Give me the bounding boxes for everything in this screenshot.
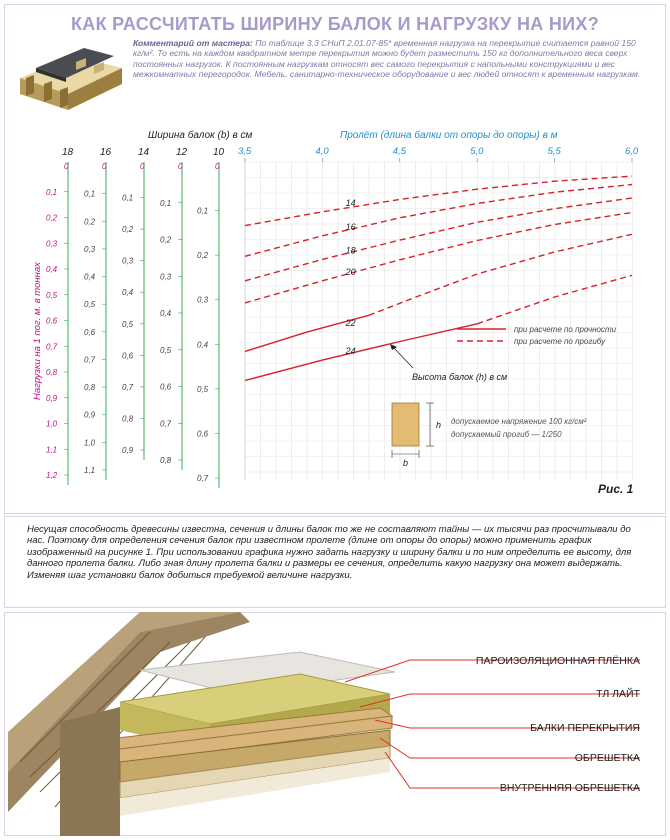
width-scale-tick: 0,9 xyxy=(122,446,134,455)
page-title: КАК РАССЧИТАТЬ ШИРИНУ БАЛОК И НАГРУЗКУ НА НИХ? xyxy=(71,14,599,34)
width-scale-tick: 0,7 xyxy=(84,355,96,365)
width-column-header: 12 xyxy=(176,147,188,158)
x-tick-label: 6,0 xyxy=(625,146,639,157)
curve-label: 14 xyxy=(345,197,356,208)
width-column-header: 14 xyxy=(138,147,150,158)
width-scale-tick: 0,1 xyxy=(46,187,58,197)
width-scale-tick: 0,8 xyxy=(84,383,96,393)
layer-label-insulation: ТЛ ЛАЙТ xyxy=(596,688,640,700)
width-column-header: 16 xyxy=(100,147,112,158)
beam-section-icon xyxy=(392,403,419,446)
width-scale-tick: 0,5 xyxy=(46,290,58,300)
width-scale-tick: 0 xyxy=(102,162,107,171)
height-curves xyxy=(245,176,632,380)
layer-label-inner-battens: ВНУТРЕННЯЯ ОБРЕШЕТКА xyxy=(499,782,640,794)
annotation-arrow-line xyxy=(393,347,413,368)
width-scale-tick: 0,7 xyxy=(160,419,172,429)
width-scale-tick: 0,3 xyxy=(46,239,58,249)
curve-label: 18 xyxy=(345,245,356,256)
curve-label: 24 xyxy=(345,346,356,357)
legend-strength-label: при расчете по прочности xyxy=(514,325,617,334)
x-tick-label: 5,5 xyxy=(547,146,561,157)
width-column-header: 10 xyxy=(213,147,225,158)
body-paragraph: Несущая способность древесины известна, сечения и длины балок то же не составляют тайны — их тысячи раз просчитывали до нас. Поэтому для определения сечения балок при известном пролете (длине от опоры до опоры) можно применить график изображенный на рисунке 1. При использовании графика нужно задать нагрузку и ширину балки и по ним определить ее высоту, для данного пролета балки. Либо зная длину пролета балки и размеры ее сечения, определить какую нагрузку она может выдержать. Изменяя шаг установки балок добиться требуемой величине нагрузки. xyxy=(27,524,632,581)
width-scale-tick: 0,6 xyxy=(122,351,134,361)
x-tick-label: 4,0 xyxy=(315,146,329,157)
width-scale-tick: 0,2 xyxy=(160,235,172,245)
width-scale-tick: 1,0 xyxy=(84,438,96,448)
width-scale-tick: 0,1 xyxy=(84,189,96,199)
curve-label: 16 xyxy=(345,221,356,232)
width-scale-tick: 0,5 xyxy=(197,384,209,394)
height-curve-22-deflection xyxy=(369,234,632,315)
width-scale-tick: 0,1 xyxy=(160,198,172,208)
width-scale-tick: 0,6 xyxy=(160,382,172,392)
width-scale-tick: 0,4 xyxy=(197,340,209,350)
width-scale-tick: 0,9 xyxy=(84,410,96,420)
height-curve-20-deflection xyxy=(245,213,632,303)
load-axis-label: Нагрузки на 1 пог. м. в тоннах xyxy=(32,262,43,400)
width-scale-tick: 0,3 xyxy=(122,256,134,266)
width-scale-tick: 0,8 xyxy=(122,414,134,424)
width-scale-tick: 0 xyxy=(140,162,145,171)
width-scale-tick: 0,4 xyxy=(46,265,58,274)
width-axis-label: Ширина балок (b) в см xyxy=(148,130,253,141)
width-scale-tick: 0 xyxy=(64,162,69,171)
width-scale-tick: 0,5 xyxy=(160,345,172,355)
span-axis-label: Пролёт (длина балки от опоры до опоры) в м xyxy=(340,130,558,141)
wall-block xyxy=(60,707,120,836)
width-scale-tick: 1,1 xyxy=(46,445,58,455)
h-label: h xyxy=(436,420,442,430)
width-scale-tick: 0,2 xyxy=(46,213,58,223)
x-ticks xyxy=(238,146,639,162)
x-tick-label: 5,0 xyxy=(470,146,484,157)
width-scale-tick: 0,5 xyxy=(122,319,134,329)
layer-label-vapor-film: ПАРОИЗОЛЯЦИОННАЯ ПЛЁНКА xyxy=(475,655,640,667)
width-scale-tick: 0,4 xyxy=(160,309,172,318)
layer-label-battens: ОБРЕШЕТКА xyxy=(574,752,640,764)
width-scale-tick: 0,9 xyxy=(46,393,58,403)
x-tick-label: 3,5 xyxy=(238,146,252,157)
width-scales xyxy=(46,147,225,488)
chart-grid xyxy=(245,162,633,480)
deflection-note: допускаемый прогиб — 1/250 xyxy=(451,430,562,439)
curve-label: 20 xyxy=(345,266,356,277)
width-scale-tick: 0,5 xyxy=(84,300,96,310)
curve-annotation: Высота балок (h) в см xyxy=(412,372,508,382)
height-curve-24-deflection xyxy=(477,275,632,324)
width-scale-tick: 1,2 xyxy=(46,471,58,480)
width-scale-tick: 0,4 xyxy=(122,288,134,298)
comment-lead: Комментарий от мастера: xyxy=(133,38,253,48)
width-scale-tick: 1,0 xyxy=(46,419,58,429)
width-scale-tick: 0,2 xyxy=(122,225,134,235)
width-scale-tick: 0 xyxy=(215,162,220,171)
width-scale-tick: 0,3 xyxy=(160,272,172,282)
width-scale-tick: 0,4 xyxy=(84,272,96,282)
annotation-arrow-head xyxy=(390,344,397,350)
width-scale-tick: 0,7 xyxy=(197,474,209,483)
height-curve-14-deflection xyxy=(245,176,632,226)
width-scale-tick: 0,7 xyxy=(46,342,58,352)
width-column-header: 18 xyxy=(62,147,74,158)
width-scale-tick: 0,1 xyxy=(122,193,134,203)
curve-label: 22 xyxy=(345,318,356,329)
width-scale-tick: 0,1 xyxy=(197,206,209,216)
width-scale-tick: 0,6 xyxy=(197,429,209,439)
figure-label: Рис. 1 xyxy=(598,482,634,496)
width-scale-tick: 0,3 xyxy=(197,295,209,305)
b-label: b xyxy=(403,458,409,468)
layer-label-beams: БАЛКИ ПЕРЕКРЫТИЯ xyxy=(530,722,640,734)
width-scale-tick: 0,6 xyxy=(84,327,96,337)
legend-deflection-label: при расчете по прогибу xyxy=(514,337,606,346)
width-scale-tick: 0,6 xyxy=(46,316,58,326)
width-scale-tick: 0,3 xyxy=(84,244,96,254)
width-scale-tick: 0,8 xyxy=(160,456,172,465)
width-scale-tick: 0,2 xyxy=(84,217,96,227)
width-scale-tick: 0,2 xyxy=(197,251,209,261)
width-scale-tick: 0 xyxy=(178,162,183,171)
width-scale-tick: 1,1 xyxy=(84,466,96,475)
width-scale-tick: 0,7 xyxy=(122,382,134,392)
comment-text: По таблице 3.3 СНиП 2.01.07-85* временная нагрузка на перекрытие считается равной 150 кг/м². То есть на каждом квадратном метре перекрытия можно будет разместить 150 кг дополнительного веса сверх постоянных нагрузок. К постоянным нагрузкам относят вес самого перекрытия с напольными конструкциями и вес межкомнатных перегородок. Мебель, санитарно-техническое оборудование и вес людей относят к временным нагрузкам. xyxy=(133,38,641,80)
x-tick-label: 4,5 xyxy=(392,146,407,157)
height-curve-16-deflection xyxy=(245,185,632,257)
width-scale-tick: 0,8 xyxy=(46,368,58,377)
stress-note: допускаемое напряжение 100 кг/см² xyxy=(451,417,587,426)
